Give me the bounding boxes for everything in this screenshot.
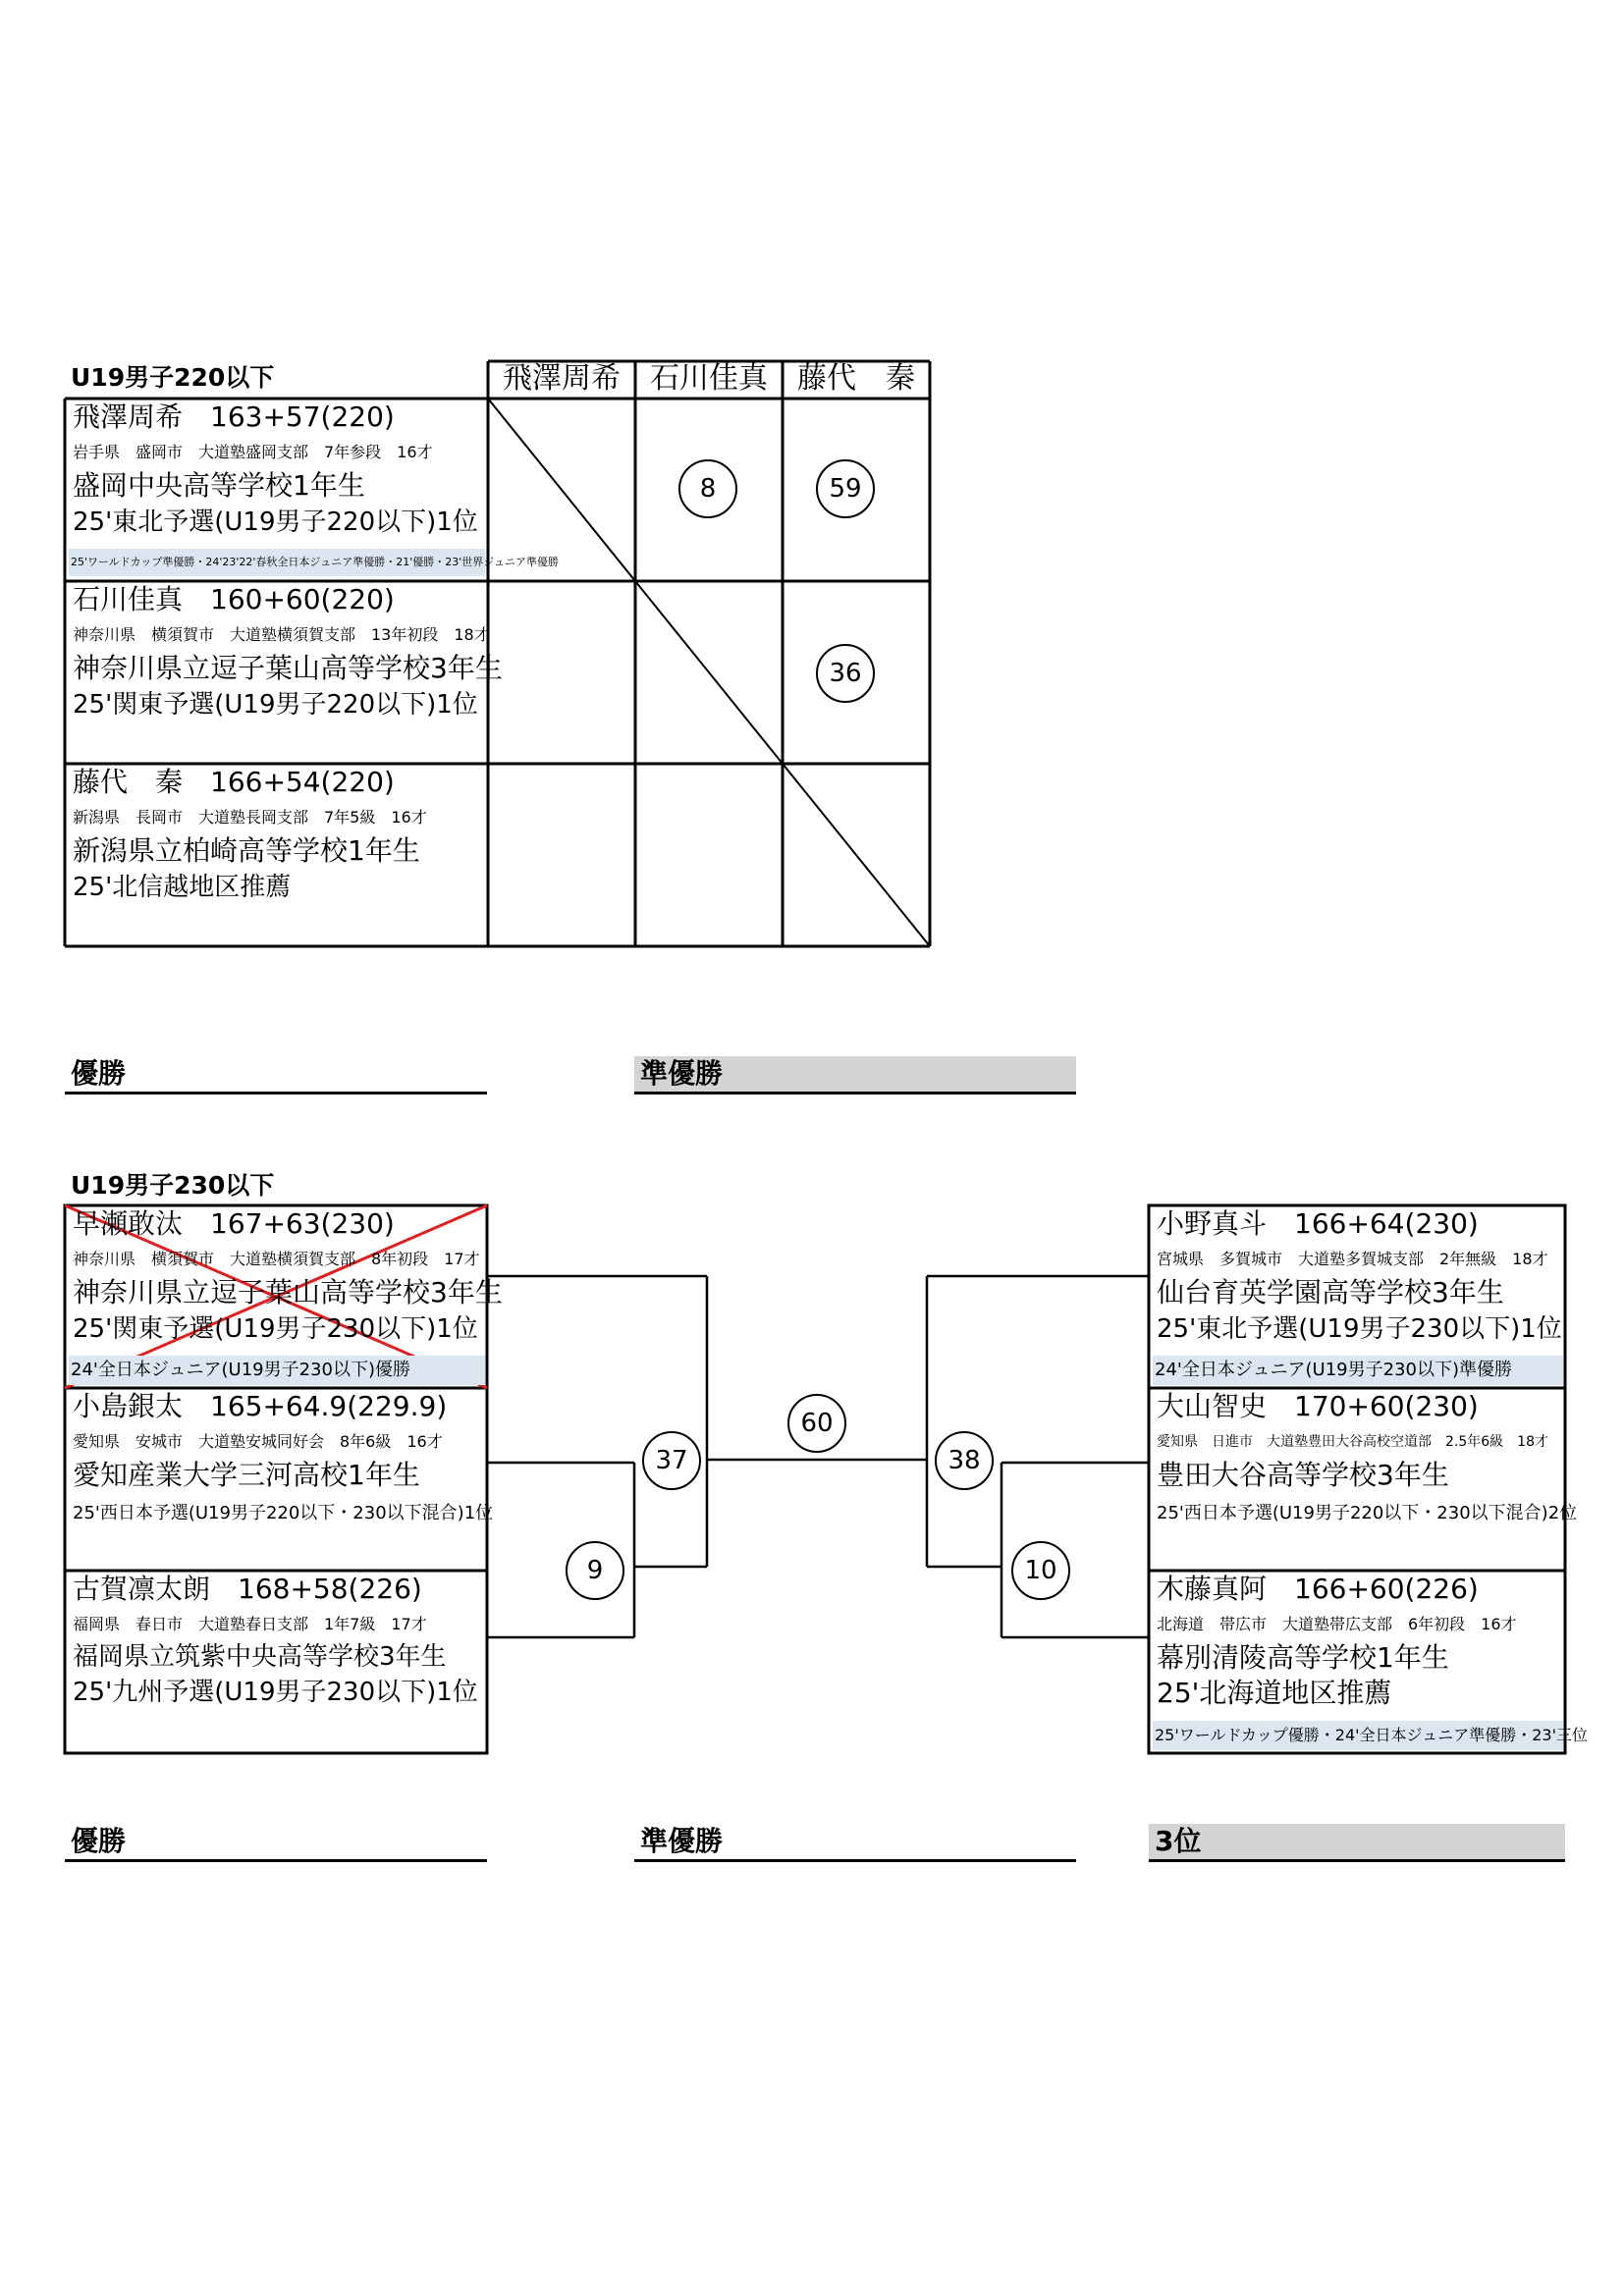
player-note: 24'全日本ジュニア(U19男子230以下)優勝 — [69, 1356, 485, 1385]
bracket-left-player-1 — [69, 1207, 503, 1386]
player-school: 神奈川県立逗子葉山高等学校3年生 — [73, 1276, 503, 1308]
match-number-badge: 37 — [642, 1431, 701, 1490]
bracket-third-label: 3位 — [1149, 1824, 1565, 1859]
player-name: 木藤真阿 166+60(226) — [1157, 1573, 1479, 1605]
player-name: 小島銀太 165+64.9(229.9) — [73, 1390, 448, 1422]
rr-header-2: 石川佳真 — [650, 361, 768, 396]
bracket-winner-label: 優勝 — [71, 1825, 127, 1857]
match-number-badge: 38 — [935, 1431, 994, 1490]
player-note: 24'全日本ジュニア(U19男子230以下)準優勝 — [1153, 1356, 1563, 1385]
player-school: 盛岡中央高等学校1年生 — [73, 469, 365, 502]
player-name: 飛澤周希 163+57(220) — [73, 400, 395, 433]
player-qualification: 25'西日本予選(U19男子220以下・230以下混合)1位 — [73, 1503, 494, 1523]
rr-header-1: 飛澤周希 — [503, 361, 621, 396]
match-number-badge: 8 — [678, 459, 737, 518]
player-info: 北海道 帯広市 大道塾帯広支部 6年初段 16才 — [1157, 1615, 1517, 1633]
player-info: 福岡県 春日市 大道塾春日支部 1年7級 17才 — [73, 1615, 427, 1633]
player-name: 大山智史 170+60(230) — [1157, 1390, 1479, 1422]
bracket-title: U19男子230以下 — [71, 1171, 275, 1200]
player-qualification: 25'北信越地区推薦 — [73, 873, 292, 902]
player-name: 小野真斗 166+64(230) — [1157, 1207, 1479, 1240]
match-number-badge: 10 — [1011, 1541, 1070, 1600]
player-info: 愛知県 日進市 大道塾豊田大谷高校空道部 2.5年6級 18才 — [1157, 1434, 1548, 1450]
rr-header-3: 藤代 秦 — [797, 361, 915, 396]
player-info: 岩手県 盛岡市 大道塾盛岡支部 7年参段 16才 — [73, 443, 433, 461]
player-school: 仙台育英学園高等学校3年生 — [1157, 1276, 1504, 1308]
player-info: 神奈川県 横須賀市 大道塾横須賀支部 13年初段 18才 — [73, 625, 490, 644]
player-note: 25'ワールドカップ準優勝・24'23'22'春秋全日本ジュニア準優勝・21'優勝・23'世界ジュニア準優勝 — [69, 549, 485, 576]
bracket-winner-line — [65, 1859, 487, 1862]
match-number-badge: 59 — [816, 459, 875, 518]
bracket-third-line — [1149, 1859, 1565, 1862]
player-note: 25'ワールドカップ優勝・24'全日本ジュニア準優勝・23'三位 — [1153, 1721, 1563, 1750]
player-qualification: 25'西日本予選(U19男子220以下・230以下混合)2位 — [1157, 1503, 1578, 1523]
player-name: 早瀬敢汰 167+63(230) — [73, 1207, 395, 1240]
bracket-right-player-1 — [1153, 1208, 1563, 1386]
player-qualification: 25'九州予選(U19男子230以下)1位 — [73, 1678, 478, 1707]
player-name: 藤代 秦 166+54(220) — [73, 766, 395, 798]
bracket-left-player-3 — [69, 1574, 485, 1751]
player-info: 宮城県 多賀城市 大道塾多賀城支部 2年無級 18才 — [1157, 1250, 1548, 1268]
player-school: 愛知産業大学三河高校1年生 — [73, 1459, 420, 1491]
player-qualification: 25'東北予選(U19男子230以下)1位 — [1157, 1314, 1562, 1344]
player-info: 愛知県 安城市 大道塾安城同好会 8年6級 16才 — [73, 1432, 443, 1451]
player-info: 神奈川県 横須賀市 大道塾横須賀支部 8年初段 17才 — [73, 1250, 480, 1268]
player-qualification: 25'関東予選(U19男子230以下)1位 — [73, 1314, 478, 1344]
rr-winner-label: 優勝 — [71, 1057, 127, 1090]
match-number-badge: 60 — [787, 1394, 846, 1453]
bracket-right-player-3 — [1153, 1573, 1588, 1751]
player-qualification: 25'関東予選(U19男子220以下)1位 — [73, 690, 478, 720]
bracket-runner-up-label: 準優勝 — [640, 1825, 724, 1857]
bracket-right-player-2 — [1153, 1390, 1578, 1569]
player-name: 石川佳真 160+60(220) — [73, 583, 395, 615]
player-school: 福岡県立筑紫中央高等学校3年生 — [73, 1642, 447, 1672]
player-school: 幕別清陵高等学校1年生 — [1157, 1641, 1449, 1674]
bracket-left-player-2 — [69, 1390, 494, 1569]
match-number-badge: 9 — [566, 1541, 624, 1600]
player-school: 新潟県立柏崎高等学校1年生 — [73, 834, 420, 867]
bracket-runner-up-line — [634, 1859, 1076, 1862]
rr-runner-up-label: 準優勝 — [634, 1056, 1076, 1092]
player-qualification: 25'北海道地区推薦 — [1157, 1677, 1392, 1709]
player-info: 新潟県 長岡市 大道塾長岡支部 7年5級 16才 — [73, 808, 427, 827]
player-name: 古賀凛太朗 168+58(226) — [73, 1573, 422, 1605]
player-school: 豊田大谷高等学校3年生 — [1157, 1459, 1449, 1491]
player-qualification: 25'東北予選(U19男子220以下)1位 — [73, 507, 478, 537]
round-robin-title: U19男子220以下 — [71, 363, 275, 392]
match-number-badge: 36 — [816, 644, 875, 703]
player-school: 神奈川県立逗子葉山高等学校3年生 — [73, 652, 503, 684]
